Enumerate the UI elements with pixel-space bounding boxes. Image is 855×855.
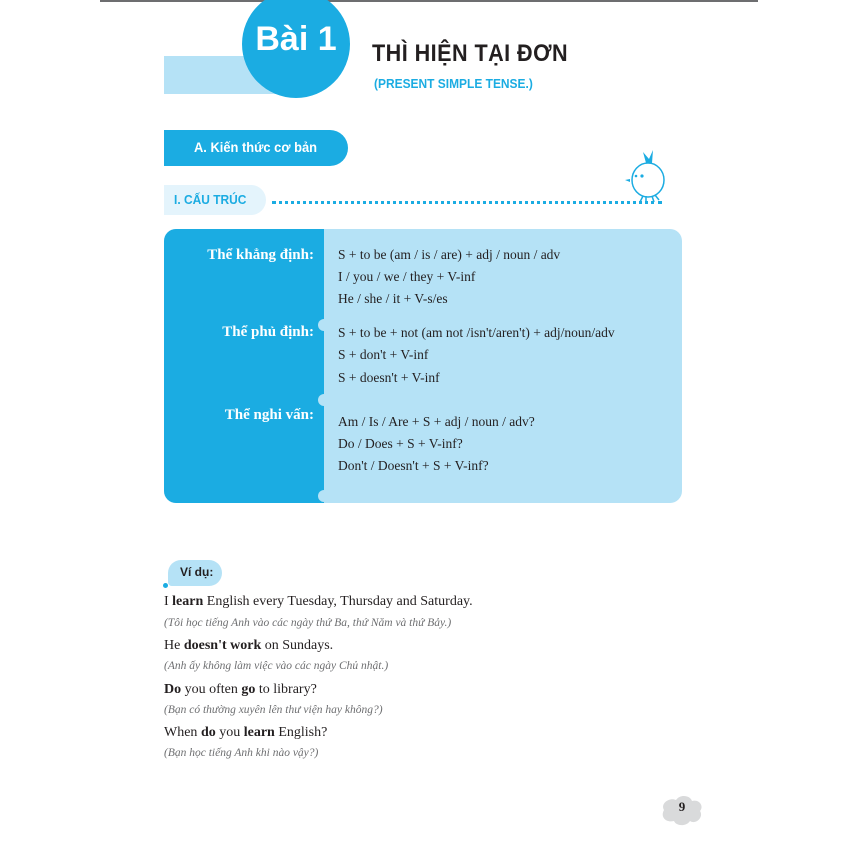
affirmative-rule: I / you / we / they + V-inf (338, 269, 476, 284)
negative-rule: S + to be + not (am not /isn't/aren't) + adj/noun/adv (338, 325, 615, 340)
example-label: Ví dụ: (180, 565, 214, 579)
negative-rule: S + don't + V-inf (338, 347, 429, 362)
column-notch (318, 319, 330, 331)
bird-mascot-icon (624, 146, 670, 204)
section-heading: A. Kiến thức cơ bản (194, 139, 317, 155)
lesson-subtitle: (PRESENT SIMPLE TENSE.) (374, 76, 533, 91)
example-translation: (Anh ấy không làm việc vào các ngày Chủ nhật.) (164, 660, 389, 672)
dotted-divider (272, 201, 662, 204)
affirmative-label: Thể khẳng định: (207, 247, 314, 263)
example-translation: (Tôi học tiếng Anh vào các ngày thứ Ba, thứ Năm và thứ Bảy.) (164, 617, 452, 629)
example-sentence: He doesn't work on Sundays. (164, 638, 334, 653)
top-rule (100, 0, 758, 2)
lesson-number: Bài 1 (255, 20, 337, 58)
structure-label-column (164, 229, 324, 503)
negative-rule: S + doesn't + V-inf (338, 370, 440, 385)
example-translation: (Bạn có thường xuyên lên thư viện hay không?) (164, 704, 383, 716)
interrogative-rule: Am / Is / Are + S + adj / noun / adv? (338, 414, 535, 429)
interrogative-rule: Do / Does + S + V-inf? (338, 436, 463, 451)
bubble-dot (163, 583, 168, 588)
example-translation: (Bạn học tiếng Anh khi nào vậy?) (164, 747, 319, 759)
negative-label: Thể phủ định: (222, 324, 314, 340)
interrogative-label: Thể nghi vấn: (224, 407, 314, 423)
subsection-heading: I. CẤU TRÚC (174, 192, 247, 207)
affirmative-rule: He / she / it + V-s/es (338, 291, 448, 306)
example-sentence: I learn English every Tuesday, Thursday and Saturday. (164, 594, 473, 609)
affirmative-rule: S + to be (am / is / are) + adj / noun / adv (338, 247, 561, 262)
example-sentence: When do you learn English? (164, 725, 328, 740)
column-notch (318, 394, 330, 406)
example-sentence: Do you often go to library? (164, 682, 317, 697)
page-number: 9 (678, 799, 686, 814)
lesson-title: THÌ HIỆN TẠI ĐƠN (372, 40, 569, 67)
interrogative-rule: Don't / Doesn't + S + V-inf? (338, 458, 489, 473)
column-notch (318, 490, 330, 502)
